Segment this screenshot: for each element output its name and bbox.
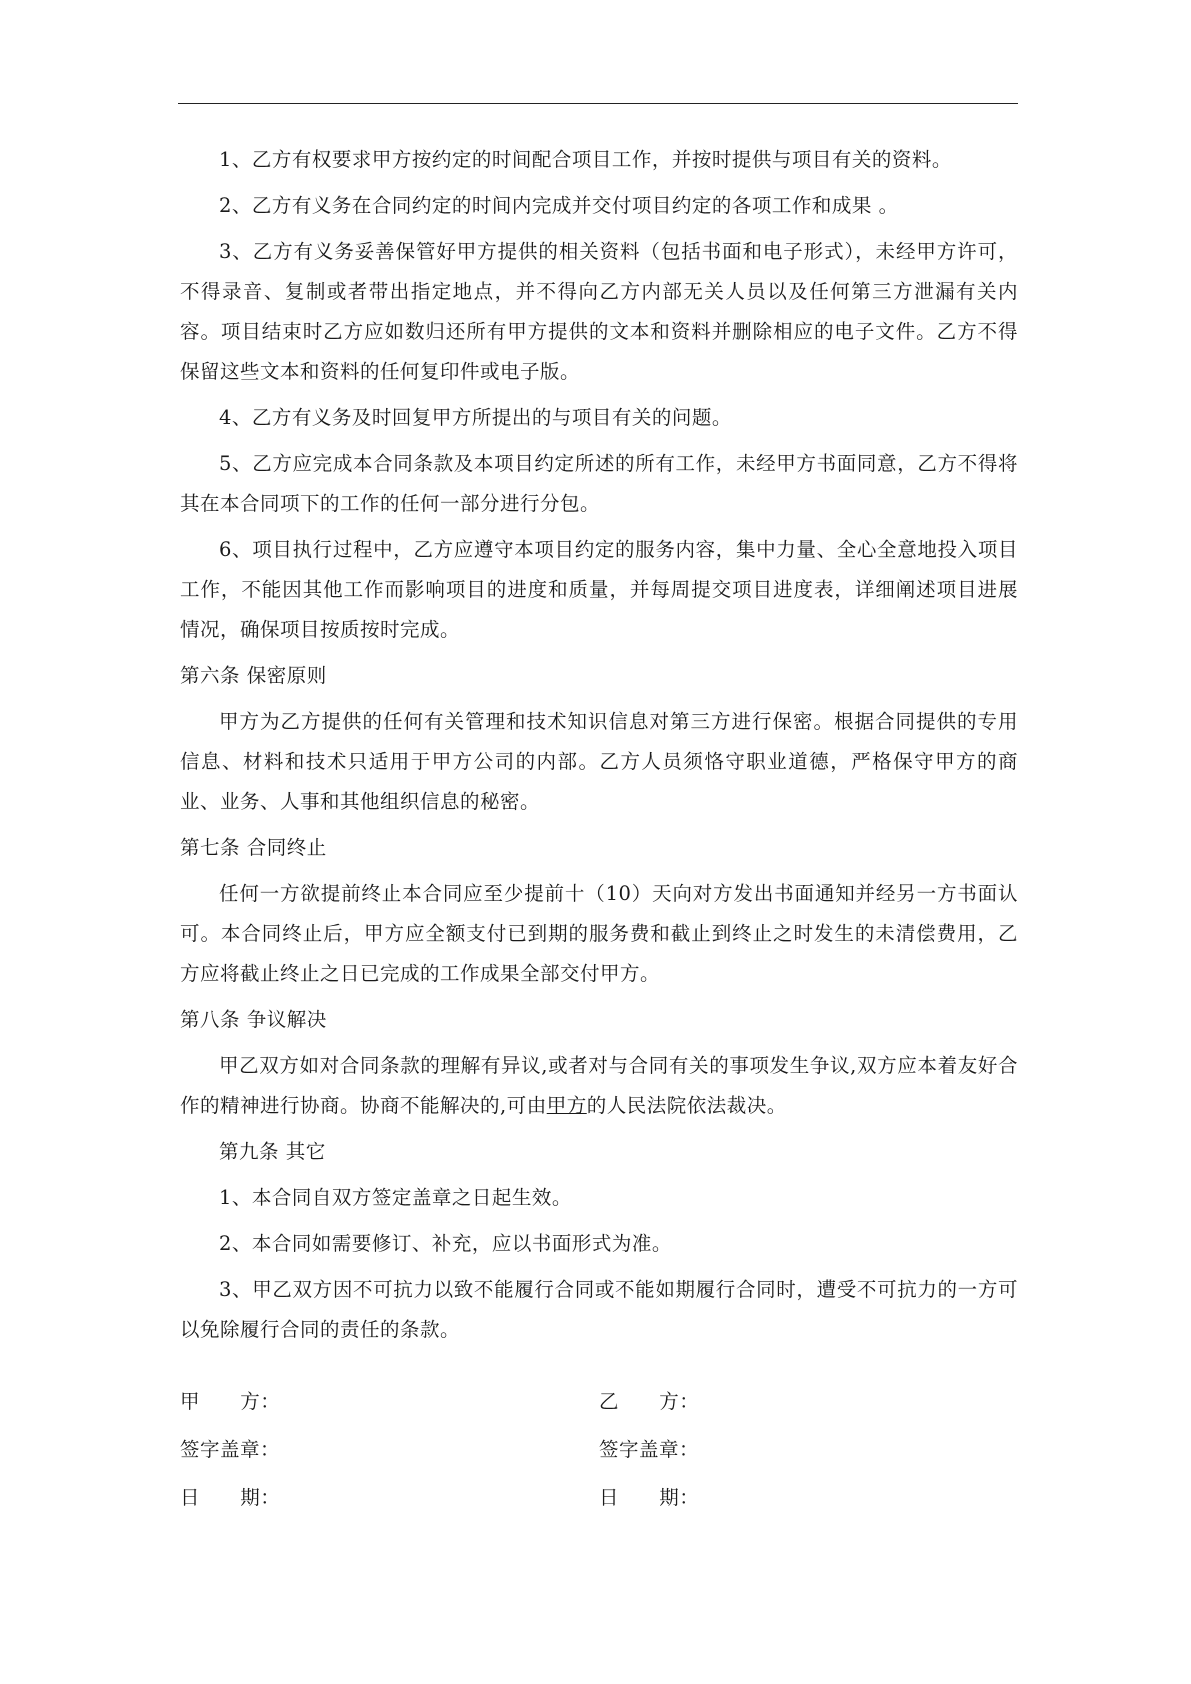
dispute-text-after: 的人民法院依法裁决。 (586, 1094, 787, 1117)
party-a-seal-label: 签字盖章： (180, 1438, 281, 1461)
clause-paragraph: 4、乙方有义务及时回复甲方所提出的与项目有关的问题。 (219, 406, 732, 429)
header-rule (178, 103, 1018, 104)
party-b-date-label: 日 期： (599, 1486, 700, 1509)
dispute-underlined-party: 甲方 (546, 1094, 587, 1117)
article-heading-termination: 第七条 合同终止 (180, 836, 327, 859)
party-b-seal-label: 签字盖章： (599, 1438, 700, 1461)
party-a-date-label: 日 期： (180, 1486, 281, 1509)
dispute-text-before: 甲乙双方如对合同条款的理解有异议,或者对与合同有关的事项发生争议,双方应本着友好合作的精神进行协商。协商不能解决的,可由 (180, 1054, 1018, 1117)
clause-paragraph: 3、乙方有义务妥善保管好甲方提供的相关资料（包括书面和电子形式），未经甲方许可，不得录音、复制或者带出指定地点，并不得向乙方内部无关人员以及任何第三方泄漏有关内容。项目结束时乙方应如数归还所有甲方提供的文本和资料并删除相应的电子文件。乙方不得保留这些文本和资料的任何复印件或电子版。 (180, 240, 1018, 383)
signature-row-date (180, 1478, 1018, 1526)
contract-body (180, 140, 1018, 1356)
clause-paragraph: 5、乙方应完成本合同条款及本项目约定所述的所有工作，未经甲方书面同意，乙方不得将其在本合同项下的工作的任何一部分进行分包。 (180, 452, 1018, 515)
clause-paragraph: 甲方为乙方提供的任何有关管理和技术知识信息对第三方进行保密。根据合同提供的专用信息、材料和技术只适用于甲方公司的内部。乙方人员须恪守职业道德，严格保守甲方的商业、业务、人事和其他组织信息的秘密。 (180, 710, 1018, 813)
signature-row-party (180, 1382, 1018, 1430)
article-heading-dispute: 第八条 争议解决 (180, 1008, 327, 1031)
clause-paragraph: 任何一方欲提前终止本合同应至少提前十（10）天向对方发出书面通知并经另一方书面认可。本合同终止后，甲方应全额支付已到期的服务费和截止到终止之时发生的未清偿费用，乙方应将截止终止之日已完成的工作成果全部交付甲方。 (180, 882, 1018, 985)
article-heading-other: 第九条 其它 (219, 1140, 326, 1163)
clause-paragraph-dispute (180, 1046, 1018, 1126)
clause-paragraph: 1、乙方有权要求甲方按约定的时间配合项目工作，并按时提供与项目有关的资料。 (219, 148, 952, 171)
signature-block (180, 1382, 1018, 1526)
party-b-label: 乙 方： (599, 1390, 700, 1413)
signature-row-seal (180, 1430, 1018, 1478)
article-heading-confidentiality: 第六条 保密原则 (180, 664, 327, 687)
party-a-label: 甲 方： (180, 1390, 281, 1413)
clause-paragraph: 2、乙方有义务在合同约定的时间内完成并交付项目约定的各项工作和成果 。 (219, 194, 899, 217)
clause-paragraph: 1、本合同自双方签定盖章之日起生效。 (219, 1186, 572, 1209)
clause-paragraph: 6、项目执行过程中，乙方应遵守本项目约定的服务内容，集中力量、全心全意地投入项目工作，不能因其他工作而影响项目的进度和质量，并每周提交项目进度表，详细阐述项目进展情况，确保项目按质按时完成。 (180, 538, 1018, 641)
clause-paragraph: 3、甲乙双方因不可抗力以致不能履行合同或不能如期履行合同时，遭受不可抗力的一方可以免除履行合同的责任的条款。 (180, 1278, 1018, 1341)
clause-paragraph: 2、本合同如需要修订、补充，应以书面形式为准。 (219, 1232, 672, 1255)
